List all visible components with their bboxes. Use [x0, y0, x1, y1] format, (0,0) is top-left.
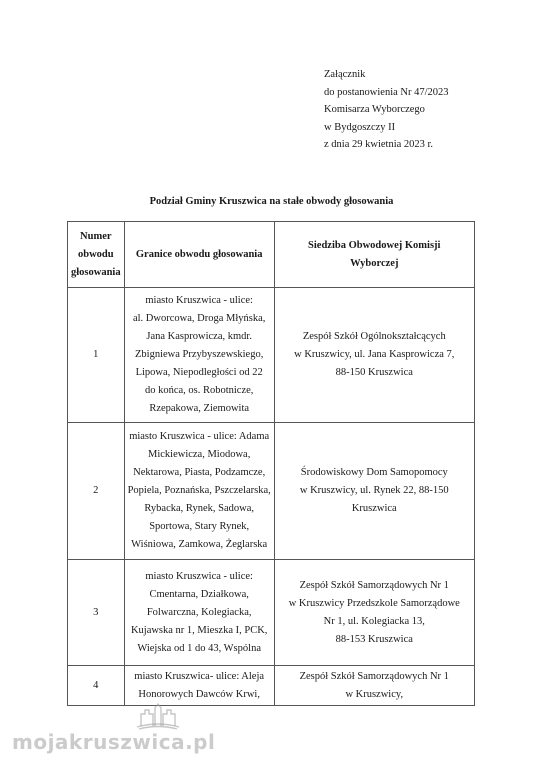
- table-row: [68, 288, 475, 423]
- district-borders: miasto Kruszwica- ulice: Aleja Honorowych Dawców Krwi,: [124, 666, 274, 706]
- attachment-header: [324, 66, 449, 154]
- district-borders: miasto Kruszwica - ulice: Adama Mickiewicza, Miodowa, Nektarowa, Piasta, Podzamcze, Popiela, Poznańska, Pszczelarska, Rybacka, Rynek, Sadowa, Sportowa, Stary Rynek, Wiśniowa, Zamkowa, Żeglarska: [124, 423, 274, 560]
- table-row: [68, 423, 475, 560]
- district-number: 2: [68, 423, 125, 560]
- district-borders: miasto Kruszwica - ulice: Cmentarna, Działkowa, Folwarczna, Kolegiacka, Kujawska nr 1, Mieszka I, PCK, Wiejska od 1 do 43, Wspólna: [124, 560, 274, 666]
- commission-seat: Środowiskowy Dom Samopomocy w Kruszwicy, ul. Rynek 22, 88-150 Kruszwica: [274, 423, 474, 560]
- commission-seat: Zespół Szkół Samorządowych Nr 1 w Kruszwicy,: [274, 666, 474, 706]
- column-header-number: Numer obwodu głosowania: [68, 222, 125, 288]
- watermark-text: mojakruszwica.pl: [12, 730, 216, 754]
- district-borders: miasto Kruszwica - ulice: al. Dworcowa, Droga Młyńska, Jana Kasprowicza, kmdr. Zbigniewa Przybyszewskiego, Lipowa, Niepodległości od 22 do końca, os. Robotnicze, Rzepakowa, Ziemowita: [124, 288, 274, 423]
- table-row: [68, 560, 475, 666]
- castle-tower-icon: [133, 700, 183, 730]
- header-line: Załącznik: [324, 69, 366, 80]
- district-number: 3: [68, 560, 125, 666]
- document-title: Podział Gminy Kruszwica na stałe obwody głosowania: [149, 196, 394, 207]
- column-header-seat: Siedziba Obwodowej Komisji Wyborczej: [274, 222, 474, 288]
- district-number: 1: [68, 288, 125, 423]
- commission-seat: Zespół Szkół Samorządowych Nr 1 w Kruszwicy Przedszkole Samorządowe Nr 1, ul. Kolegiacka 13, 88-153 Kruszwica: [274, 560, 474, 666]
- header-line: w Bydgoszczy II: [324, 121, 396, 133]
- column-header-borders: Granice obwodu głosowania: [124, 222, 274, 288]
- voting-districts-table: [67, 221, 475, 706]
- site-watermark: [12, 700, 216, 758]
- district-number: 4: [68, 666, 125, 706]
- commission-seat: Zespół Szkół Ogólnokształcących w Kruszwicy, ul. Jana Kasprowicza 7, 88-150 Kruszwica: [274, 288, 474, 423]
- header-line: z dnia 29 kwietnia 2023 r.: [324, 139, 434, 151]
- header-line: do postanowienia Nr 47/2023: [324, 86, 449, 98]
- table-header-row: [68, 222, 475, 288]
- header-line: Komisarza Wyborczego: [324, 104, 425, 116]
